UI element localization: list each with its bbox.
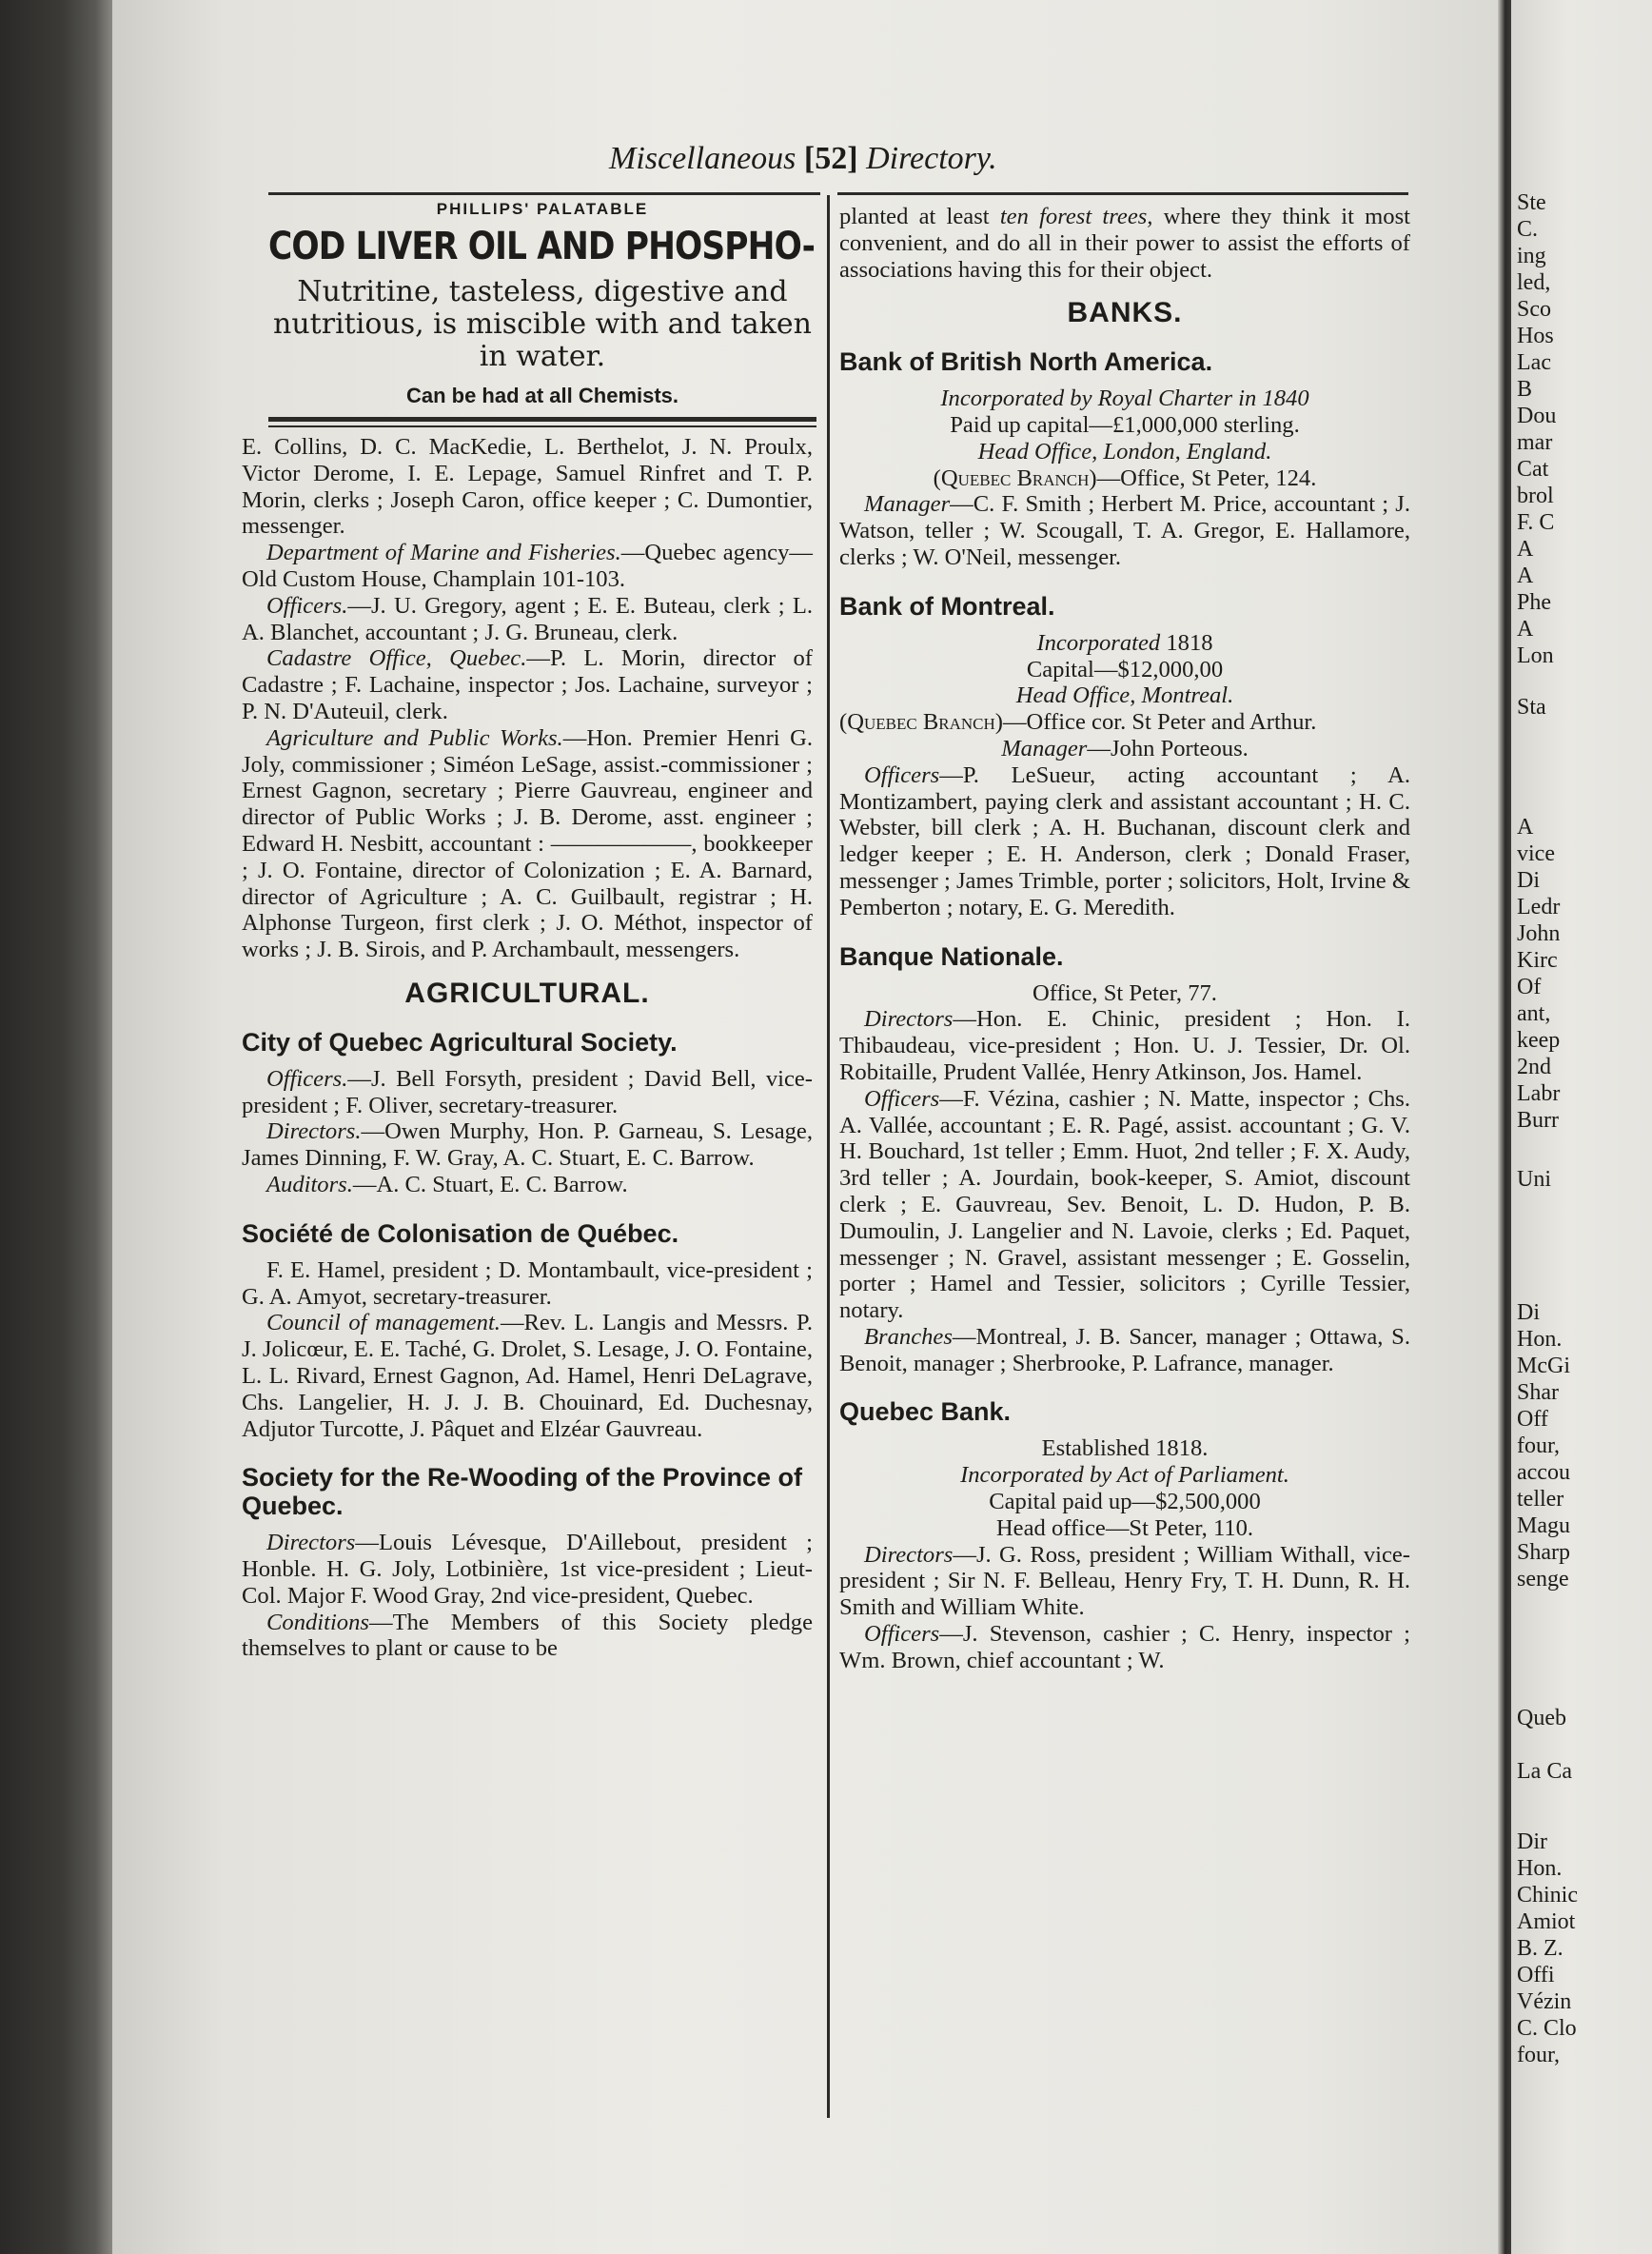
entry-heading: Directors bbox=[864, 1006, 954, 1033]
entry-text: —Louis Lévesque, D'Aillebout, president ; Honble. H. G. Joly, Lotbinière, 1st vice-president ; Lieut-Col. Major F. Wood Gray, 2nd vice-president, Quebec. bbox=[242, 1530, 813, 1609]
page-number: [52] bbox=[803, 141, 858, 176]
bank-branches bbox=[839, 1324, 1410, 1377]
adjacent-page-text: Lon bbox=[1517, 643, 1554, 668]
branch-label: (Quebec Branch) bbox=[839, 709, 1003, 736]
adjacent-page-text: vice bbox=[1517, 841, 1555, 866]
adjacent-page-fragment bbox=[1511, 0, 1652, 2254]
adjacent-page-text: Shar bbox=[1517, 1380, 1559, 1405]
entry-text: 1818 bbox=[1160, 629, 1213, 656]
marine-fisheries-entry bbox=[242, 540, 813, 593]
adjacent-page-text: Ste bbox=[1517, 190, 1546, 215]
bank-staff bbox=[839, 1621, 1410, 1674]
adjacent-page-text: Sta bbox=[1517, 695, 1546, 720]
org-officers: F. E. Hamel, president ; D. Montambault, vice-president ; G. A. Amyot, secretary-treasurer. bbox=[242, 1256, 813, 1310]
entry-emphasis: ten forest trees, bbox=[999, 204, 1153, 229]
entry-text: —J. U. Gregory, agent ; E. E. Buteau, clerk ; L. A. Blanchet, accountant ; J. G. Bruneau, clerk. bbox=[242, 592, 813, 645]
adjacent-page-text: Ledr bbox=[1517, 895, 1561, 919]
bank-directors bbox=[839, 1006, 1410, 1085]
entry-heading: Agriculture and Public Works. bbox=[266, 724, 563, 751]
entry-text: where they think it most convenient, and do all in their power to assist the efforts of associations having this for their object. bbox=[839, 204, 1410, 283]
entry-text: Incorporated bbox=[1036, 629, 1161, 656]
entry-text: —P. L. Morin, director of Cadastre ; F. Lachaine, inspector ; Jos. Lachaine, surveyor ; P. N. D'Auteuil, clerk. bbox=[242, 645, 813, 724]
entry-heading: Council of management. bbox=[266, 1310, 501, 1336]
entry-heading: Auditors. bbox=[266, 1171, 353, 1197]
left-column bbox=[242, 434, 813, 1662]
entry-heading: Manager bbox=[864, 491, 951, 518]
entry-heading: Department of Marine and Fisheries. bbox=[266, 540, 621, 566]
adjacent-page-text: A bbox=[1517, 564, 1534, 588]
ad-brand: PHILLIPS' PALATABLE bbox=[436, 200, 649, 218]
adjacent-page-text: La Ca bbox=[1517, 1759, 1572, 1784]
bank-heading: Banque Nationale. bbox=[839, 941, 1064, 971]
adjacent-page-text: Off bbox=[1517, 1407, 1548, 1432]
bank-staff bbox=[839, 762, 1410, 921]
adjacent-page-text: Uni bbox=[1517, 1167, 1551, 1192]
org-heading: City of Quebec Agricultural Society. bbox=[242, 1027, 678, 1057]
bank-directors bbox=[839, 1542, 1410, 1621]
entry-text: Head Office, Montreal. bbox=[1015, 682, 1234, 709]
bank-branch bbox=[839, 465, 1410, 492]
adjacent-page-text: Offi bbox=[1517, 1963, 1555, 1987]
entry-heading: Officers. bbox=[266, 1065, 348, 1092]
adjacent-page-text: C. bbox=[1517, 217, 1539, 242]
adjacent-page-text: Kirc bbox=[1517, 948, 1558, 973]
entry-heading: Conditions bbox=[266, 1609, 369, 1635]
adjacent-page-text: Vézin bbox=[1517, 1989, 1572, 2014]
entry-text: —Office, St Peter, 124. bbox=[1096, 465, 1317, 491]
entry-heading: Branches bbox=[864, 1323, 953, 1350]
adjacent-page-text: four, bbox=[1517, 1433, 1561, 1458]
rewooding-continuation bbox=[839, 204, 1410, 283]
adjacent-page-text: Labr bbox=[1517, 1081, 1561, 1106]
bank-incorporation bbox=[839, 386, 1410, 412]
bank-established: Established 1818. bbox=[1041, 1435, 1209, 1462]
org-heading: Society for the Re-Wooding of the Province of Quebec. bbox=[242, 1463, 803, 1521]
adjacent-page-text: brol bbox=[1517, 484, 1554, 508]
org-council bbox=[242, 1310, 813, 1442]
adjacent-page-text: 2nd bbox=[1517, 1055, 1551, 1079]
adjacent-page-text: keep bbox=[1517, 1028, 1561, 1053]
entry-heading: Officers. bbox=[266, 592, 348, 619]
adjacent-page-text: Amiot bbox=[1517, 1909, 1576, 1934]
adjacent-page-text: Chinic bbox=[1517, 1883, 1578, 1908]
entry-text: —F. Vézina, cashier ; N. Matte, inspector ; Chs. A. Vallée, accountant ; E. R. Pagé, assist. accountant ; G. V. H. Bouchard, 1st teller ; Emm. Huot, 2nd teller ; F. X. Audy, 3rd teller ; A. Jourdain, book-keeper, S. Amiot, discount clerk ; E. Gauvreau, Sev. Benoit, L. D. Hudon, P. B. Dumoulin, J. Langelier and N. Lavoie, clerks ; Ed. Paquet, messenger ; N. Gravel, assistant messenger ; E. Gosselin, porter ; Hamel and Tessier, solicitors ; Cyrille Tessier, notary. bbox=[839, 1085, 1410, 1324]
officers-entry bbox=[242, 593, 813, 646]
column-divider bbox=[827, 195, 830, 2118]
adjacent-page-text: Dir bbox=[1517, 1829, 1547, 1854]
entry-heading: Directors bbox=[864, 1541, 954, 1568]
adjacent-page-text: Di bbox=[1517, 868, 1540, 893]
adjacent-page-text: A bbox=[1517, 537, 1534, 562]
adjacent-page-text: B bbox=[1517, 377, 1533, 402]
advertisement bbox=[268, 196, 816, 409]
entry-text: Incorporated by Act of Parliament. bbox=[960, 1462, 1289, 1489]
adjacent-page-text: accou bbox=[1517, 1460, 1570, 1485]
right-column bbox=[839, 204, 1410, 1674]
adjacent-page-text: Burr bbox=[1517, 1108, 1559, 1133]
entry-heading: Officers bbox=[864, 1621, 940, 1648]
bank-branch bbox=[839, 709, 1410, 736]
cadastre-entry bbox=[242, 645, 813, 724]
adjacent-page-text: Dou bbox=[1517, 404, 1557, 428]
bank-incorporation bbox=[839, 1462, 1410, 1489]
ad-bottom-rule-thin bbox=[268, 425, 816, 427]
adjacent-page-text: Queb bbox=[1517, 1706, 1566, 1730]
adjacent-page-text: led, bbox=[1517, 270, 1551, 295]
entry-text: —Hon. Premier Henri G. Joly, commissioner ; Siméon LeSage, assist.-commissioner ; Ernest Gagnon, secretary ; Pierre Gauvreau, engineer and director of Public Works ; J. B. Derome, asst. engineer ; Edward H. Nesbitt, accountant : ——————, bookkeeper ; J. O. Fontaine, director of Colonization ; E. A. Barnard, director of Agriculture ; A. C. Guilbault, registrar ; H. Alphonse Turgeon, first clerk ; J. O. Méthot, inspector of works ; J. B. Sirois, and P. Archambault, messengers. bbox=[242, 724, 813, 963]
org-conditions bbox=[242, 1610, 813, 1663]
bank-heading: Bank of British North America. bbox=[839, 347, 1213, 377]
entry-text: —Owen Murphy, Hon. P. Garneau, S. Lesage, James Dinning, F. W. Gray, A. C. Stuart, E. C. Barrow. bbox=[242, 1118, 813, 1172]
entry-heading: Manager bbox=[1001, 735, 1088, 761]
bank-office: Office, St Peter, 77. bbox=[1032, 979, 1217, 1006]
org-officers bbox=[242, 1066, 813, 1119]
adjacent-page-text: Of bbox=[1517, 975, 1542, 999]
branch-label: (Quebec Branch) bbox=[933, 465, 1097, 491]
book-gutter bbox=[1498, 0, 1511, 2254]
entry-text: —Rev. L. Langis and Messrs. P. J. Jolicœur, E. E. Taché, G. Drolet, S. Lesage, J. O. Fontaine, L. L. Rivard, Ernest Gagnon, Ad. Hamel, Henri DeLagrave, Chs. Langelier, H. J. J. B. Chouinard, Ed. Duchesnay, Adjutor Turcotte, J. Pâquet and Elzéar Gauvreau. bbox=[242, 1310, 814, 1442]
org-directors bbox=[242, 1530, 813, 1609]
header-rule-right bbox=[837, 192, 1408, 195]
entry-text: —Hon. E. Chinic, president ; Hon. I. Thibaudeau, vice-president ; Hon. U. J. Tessier, Dr. Ol. Robitaille, Prudent Vallée, Henry Atkinson, Jos. Hamel. bbox=[839, 1006, 1410, 1085]
ad-bottom-rule bbox=[268, 417, 816, 422]
entry-text: —J. G. Ross, president ; William Withall, vice-president ; Sir N. F. Belleau, Henry Fry, T. H. Dunn, R. H. Smith and William White. bbox=[839, 1541, 1410, 1621]
entry-text: —C. F. Smith ; Herbert M. Price, accountant ; J. Watson, teller ; W. Scougall, T. A. Gregor, E. Hallamore, clerks ; W. O'Neil, messenger. bbox=[839, 491, 1410, 570]
bank-capital: Paid up capital—£1,000,000 sterling. bbox=[950, 411, 1300, 438]
entry-heading: Officers bbox=[864, 761, 940, 788]
entry-heading: Directors bbox=[266, 1530, 356, 1556]
entry-text: —Quebec agency—Old Custom House, Champlain 101-103. bbox=[242, 540, 813, 592]
entry-text: Head Office, London, England. bbox=[977, 438, 1272, 465]
entry-text: —The Members of this Society pledge themselves to plant or cause to be bbox=[242, 1609, 813, 1662]
entry-heading: Cadastre Office, Quebec. bbox=[266, 645, 527, 672]
adjacent-page-text: ing bbox=[1517, 244, 1546, 268]
entry-text: —A. C. Stuart, E. C. Barrow. bbox=[352, 1171, 628, 1197]
bank-head-office bbox=[839, 682, 1410, 709]
agriculture-works-entry bbox=[242, 725, 813, 963]
org-directors bbox=[242, 1118, 813, 1172]
page-header bbox=[609, 141, 1085, 177]
adjacent-page-text: Hon. bbox=[1517, 1327, 1563, 1352]
adjacent-page-text: McGi bbox=[1517, 1354, 1570, 1378]
header-rule-left bbox=[268, 192, 820, 195]
adjacent-page-text: four, bbox=[1517, 2043, 1561, 2067]
adjacent-page-text: C. Clo bbox=[1517, 2016, 1577, 2041]
adjacent-page-text: senge bbox=[1517, 1567, 1569, 1592]
entry-text: —J. Stevenson, cashier ; C. Henry, inspector ; Wm. Brown, chief accountant ; W. bbox=[839, 1621, 1410, 1673]
adjacent-page-text: Magu bbox=[1517, 1513, 1570, 1538]
clerks-paragraph: E. Collins, D. C. MacKedie, L. Berthelot, J. N. Proulx, Victor Derome, I. E. Lepage, Samuel Rinfret and T. P. Morin, clerks ; Joseph Caron, office keeper ; C. Dumontier, messenger. bbox=[242, 434, 813, 540]
entry-text: Incorporated by Royal Charter in 1840 bbox=[940, 386, 1309, 412]
section-heading-banks: BANKS. bbox=[1067, 297, 1183, 329]
adjacent-page-text: ant, bbox=[1517, 1001, 1551, 1026]
bank-heading: Quebec Bank. bbox=[839, 1397, 1012, 1427]
book-binding-edge bbox=[0, 0, 112, 2254]
adjacent-page-text: mar bbox=[1517, 430, 1553, 455]
section-heading-agricultural: AGRICULTURAL. bbox=[404, 977, 650, 1009]
adjacent-page-text: Phe bbox=[1517, 590, 1551, 615]
adjacent-page-text: John bbox=[1517, 921, 1561, 946]
org-heading: Société de Colonisation de Québec. bbox=[242, 1218, 679, 1248]
adjacent-page-text: Di bbox=[1517, 1300, 1540, 1325]
entry-text: —P. LeSueur, acting accountant ; A. Montizambert, paying clerk and assistant accountant ; H. C. Webster, bill clerk ; A. H. Buchanan, discount clerk and ledger keeper ; E. H. Anderson, clerk ; Donald Fraser, messenger ; James Trimble, porter ; solicitors, Holt, Irvine & Pemberton ; notary, E. G. Meredith. bbox=[839, 761, 1410, 920]
bank-staff bbox=[839, 491, 1410, 570]
bank-capital: Capital—$12,000,00 bbox=[1026, 656, 1224, 682]
bank-capital: Capital paid up—$2,500,000 bbox=[989, 1489, 1261, 1515]
header-directory-label: Directory. bbox=[866, 141, 997, 176]
bank-head-office bbox=[839, 439, 1410, 465]
ad-product: COD LIVER OIL AND PHOSPHO- bbox=[268, 224, 816, 268]
entry-text: —Montreal, J. B. Sancer, manager ; Ottawa, S. Benoit, manager ; Sherbrooke, P. Lafrance, manager. bbox=[839, 1323, 1410, 1376]
adjacent-page-text: A bbox=[1517, 617, 1534, 642]
ad-description: Nutritine, tasteless, digestive and nutritious, is miscible with and taken in water. bbox=[273, 274, 812, 373]
ad-availability: Can be had at all Chemists. bbox=[405, 383, 679, 407]
bank-staff bbox=[839, 1086, 1410, 1324]
adjacent-page-text: F. C bbox=[1517, 510, 1555, 535]
entry-text: —Office cor. St Peter and Arthur. bbox=[1002, 709, 1317, 736]
bank-incorporation bbox=[839, 630, 1410, 657]
adjacent-page-text: A bbox=[1517, 815, 1534, 840]
entry-text: —John Porteous. bbox=[1087, 735, 1249, 761]
bank-manager bbox=[839, 736, 1410, 762]
entry-text: —J. Bell Forsyth, president ; David Bell, vice-president ; F. Oliver, secretary-treasurer. bbox=[242, 1065, 813, 1118]
adjacent-page-text: Hon. bbox=[1517, 1856, 1563, 1881]
adjacent-page-text: Cat bbox=[1517, 457, 1549, 482]
adjacent-page-text: B. Z. bbox=[1517, 1936, 1564, 1961]
adjacent-page-text: Sco bbox=[1517, 297, 1551, 322]
bank-heading: Bank of Montreal. bbox=[839, 591, 1055, 621]
entry-heading: Directors. bbox=[266, 1118, 362, 1145]
adjacent-page-text: teller bbox=[1517, 1487, 1564, 1512]
org-auditors bbox=[242, 1172, 813, 1198]
adjacent-page-text: Hos bbox=[1517, 324, 1554, 348]
entry-heading: Officers bbox=[864, 1085, 940, 1112]
adjacent-page-text: Lac bbox=[1517, 350, 1551, 375]
adjacent-page-text: Sharp bbox=[1517, 1540, 1570, 1565]
bank-head-office: Head office—St Peter, 110. bbox=[995, 1514, 1254, 1541]
header-section-title: Miscellaneous bbox=[609, 141, 796, 176]
entry-text: planted at least bbox=[839, 204, 1000, 229]
